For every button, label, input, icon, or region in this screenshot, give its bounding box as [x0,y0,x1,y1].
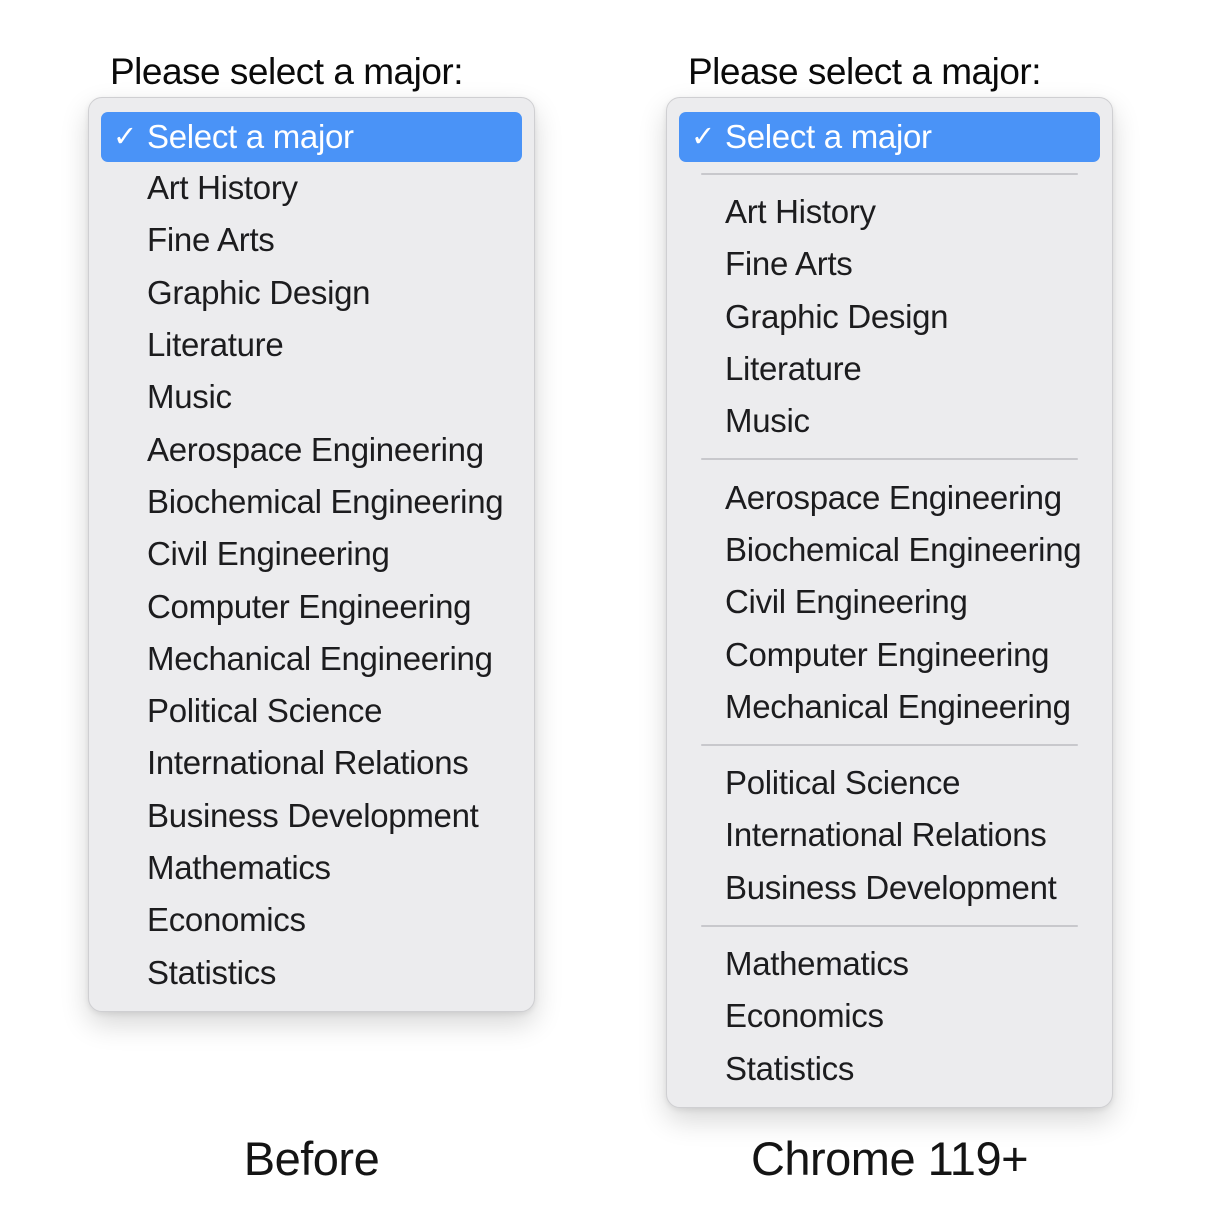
select-label-chrome119: Please select a major: [688,51,1042,92]
option-graphic-design[interactable]: Graphic Design [147,273,371,311]
caption-before: Before [243,1132,380,1185]
option-graphic-design[interactable]: Graphic Design [725,297,949,335]
option-political-science[interactable]: Political Science [725,764,961,802]
option-art-history[interactable]: Art History [147,169,298,207]
major-select-dropdown-before [88,97,535,1012]
checkmark-icon: ✓ [691,120,716,153]
option-literature[interactable]: Literature [725,350,862,388]
group-separator [701,925,1078,927]
option-international-relations[interactable]: International Relations [725,816,1047,854]
option-fine-arts[interactable]: Fine Arts [725,245,853,283]
option-music[interactable]: Music [147,378,232,416]
option-literature[interactable]: Literature [147,326,284,364]
option-international-relations[interactable]: International Relations [147,744,469,782]
option-biochemical-engineering[interactable]: Biochemical Engineering [725,530,1082,568]
selected-option-label: Select a major [147,118,354,155]
option-political-science[interactable]: Political Science [147,692,383,730]
option-fine-arts[interactable]: Fine Arts [147,221,275,259]
option-statistics[interactable]: Statistics [725,1049,855,1087]
option-mechanical-engineering[interactable]: Mechanical Engineering [147,639,493,677]
option-business-development[interactable]: Business Development [725,868,1057,906]
option-computer-engineering[interactable]: Computer Engineering [147,587,472,625]
checkmark-icon: ✓ [113,120,138,153]
caption-chrome119: Chrome 119+ [750,1132,1029,1185]
option-business-development[interactable]: Business Development [147,796,479,834]
selected-option-before[interactable] [101,112,522,162]
group-separator [701,744,1078,746]
option-mathematics[interactable]: Mathematics [725,945,909,982]
option-economics[interactable]: Economics [147,901,306,939]
option-list-before [89,162,534,999]
option-civil-engineering[interactable]: Civil Engineering [147,535,390,573]
selected-option-label: Select a major [725,118,932,155]
option-art-history[interactable]: Art History [725,193,876,231]
major-select-dropdown-chrome119 [666,97,1113,1108]
selected-option-chrome119[interactable] [679,112,1100,162]
group-separator [701,458,1078,460]
option-music[interactable]: Music [725,402,810,440]
option-economics[interactable]: Economics [725,997,884,1035]
select-label-before: Please select a major: [110,51,464,92]
option-aerospace-engineering[interactable]: Aerospace Engineering [147,430,484,468]
option-biochemical-engineering[interactable]: Biochemical Engineering [147,482,504,520]
group-separator [701,173,1078,175]
option-mathematics[interactable]: Mathematics [147,849,331,886]
option-list-chrome119 [667,173,1112,1095]
option-aerospace-engineering[interactable]: Aerospace Engineering [725,478,1062,516]
option-mechanical-engineering[interactable]: Mechanical Engineering [725,687,1071,725]
option-computer-engineering[interactable]: Computer Engineering [725,635,1050,673]
option-statistics[interactable]: Statistics [147,953,277,991]
option-civil-engineering[interactable]: Civil Engineering [725,583,968,621]
